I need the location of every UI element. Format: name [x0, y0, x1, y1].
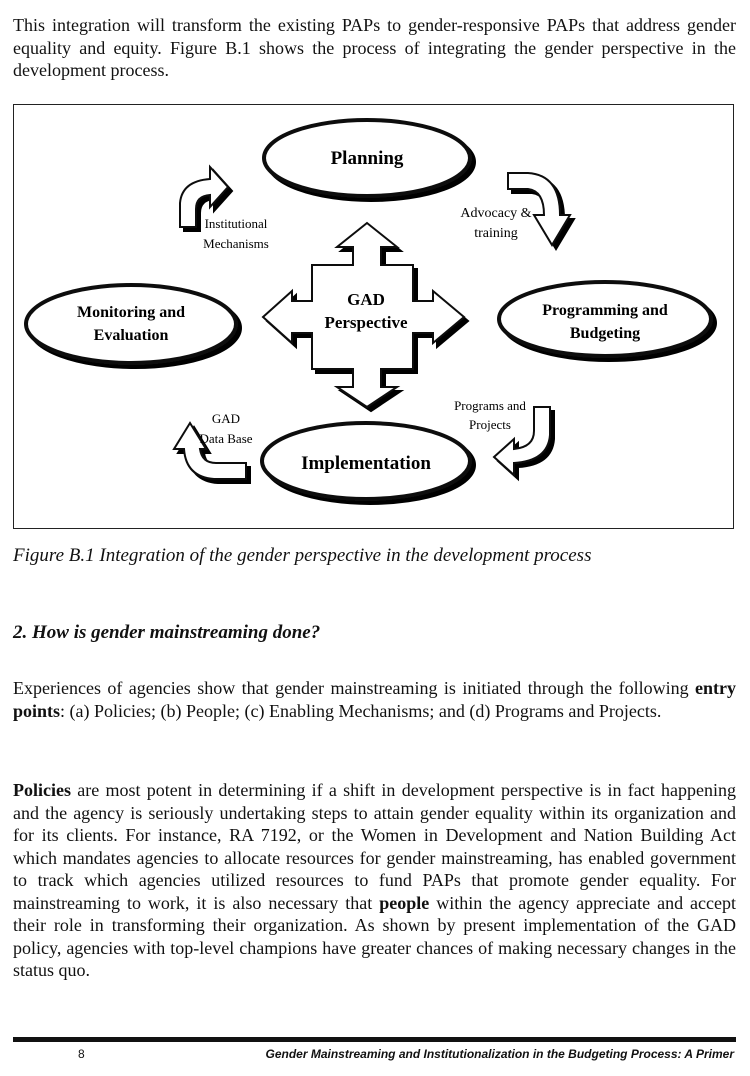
database-label-line2: Data Base [199, 431, 253, 446]
diagram-canvas [14, 105, 735, 530]
policies-text-part2: within the agency appreciate and accept their role in transforming their organization. As shown by present implementation of the GAD policy, agencies with top-level champions have greater chances of making necessary changes in the status quo. [13, 892, 737, 980]
entry-points-paragraph [13, 677, 736, 722]
center-label-line1: GAD [347, 290, 385, 309]
advocacy-label-line1: Advocacy & [460, 206, 532, 221]
section-heading: 2. How is gender mainstreaming done? [13, 622, 321, 643]
implementation-label: Implementation [301, 453, 431, 474]
entry-prefix-text: Experiences of agencies show that gender mainstreaming is initiated through the following [13, 678, 696, 698]
monitoring-ellipse [26, 285, 236, 363]
database-label-line1: GAD [211, 411, 241, 426]
center-label-line2: Perspective [324, 313, 408, 332]
people-bold: people [379, 892, 430, 913]
programming-ellipse [499, 282, 711, 356]
institutional-label-line1: Institutional [204, 216, 268, 231]
programs-label-line2: Projects [469, 417, 511, 432]
running-title: Gender Mainstreaming and Institutionalization in the Budgeting Process: A Primer [265, 1047, 734, 1061]
programming-label-line1: Programming and [542, 302, 668, 319]
entry-points-bold: entry points [13, 678, 736, 721]
programs-label-line1: Programs and [454, 398, 526, 413]
intro-paragraph: This integration will transform the existing PAPs to gender-responsive PAPs that address gender equality and equity. Figure B.1 shows the process of integrating the gender perspective in the development process. [13, 15, 736, 80]
figure-caption: Figure B.1 Integration of the gender perspective in the development process [13, 545, 592, 566]
policies-text-part1: are most potent in determining if a shift in development perspective is in fact happening and the agency is seriously undertaking steps to attain gender equality within its organization and for its clients. For instance, RA 7192, or the Women in Development and Nation Building Act which mandates agencies to allocate resources for gender mainstreaming, has enabled government to track which agencies utilized resources to fund PAPs that promote gender equality. For mainstreaming to work, it is also necessary that [13, 780, 736, 913]
programming-label-line2: Budgeting [569, 325, 641, 342]
institutional-label-line2: Mechanisms [203, 236, 269, 251]
monitoring-label-line2: Evaluation [93, 327, 169, 344]
figure-b1-diagram [13, 104, 734, 529]
policies-bold: Policies [13, 780, 71, 800]
entry-suffix-text: : (a) Policies; (b) People; (c) Enabling Mechanisms; and (d) Programs and Projects. [60, 700, 662, 721]
footer-rule [13, 1037, 736, 1042]
advocacy-label-line2: training [474, 226, 518, 241]
policies-paragraph [13, 779, 736, 982]
monitoring-label-line1: Monitoring and [76, 304, 186, 321]
planning-label: Planning [330, 148, 404, 169]
page-number: 8 [78, 1047, 85, 1061]
